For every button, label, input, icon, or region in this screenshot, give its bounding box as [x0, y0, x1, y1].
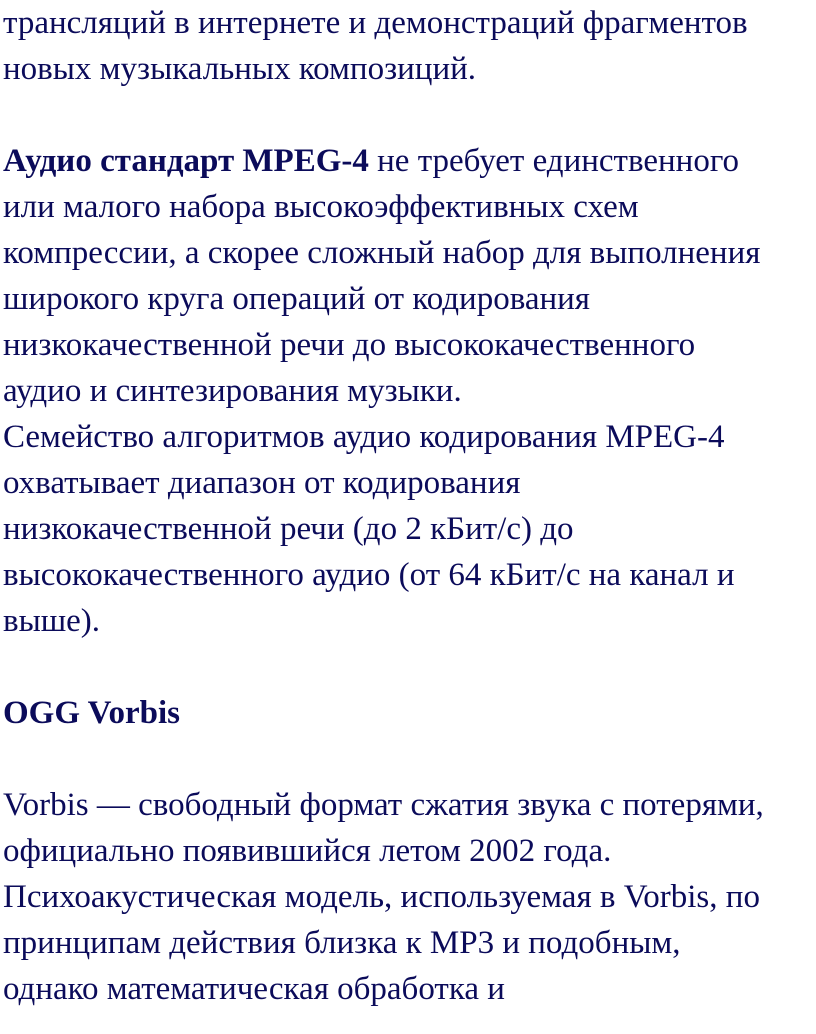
text-line: или малого набора высокоэффективных схем: [3, 189, 639, 225]
text-line: широкого круга операций от кодирования: [3, 281, 590, 317]
text-line: официально появившийся летом 2002 года.: [3, 833, 612, 869]
text-line: низкокачественной речи (до 2 кБит/с) до: [3, 511, 574, 547]
text-line: компрессии, а скорее сложный набор для выполнения: [3, 235, 761, 271]
mpeg4-heading: Аудио стандарт MPEG-4: [3, 143, 369, 179]
text-line: высококачественного аудио (от 64 кБит/с на канал и: [3, 557, 735, 593]
ogg-heading: OGG Vorbis: [3, 695, 180, 731]
text-line: низкокачественной речи до высококачественного: [3, 327, 696, 363]
text-line: охватывает диапазон от кодирования: [3, 465, 521, 501]
ogg-paragraph: [3, 782, 812, 1012]
text-line: Vorbis — свободный формат сжатия звука с потерями,: [3, 787, 764, 823]
text-line: выше).: [3, 603, 101, 639]
text-line: однако математическая обработка и: [3, 971, 505, 1007]
mpeg4-lead-text: не требует единственного: [368, 143, 740, 179]
text-line: Психоакустическая модель, используемая в Vorbis, по: [3, 879, 760, 915]
text-line: новых музыкальных композиций.: [3, 51, 477, 87]
mpeg4-paragraph: [3, 138, 812, 644]
text-line: аудио и синтезирования музыки.: [3, 373, 462, 409]
text-line: Семейство алгоритмов аудио кодирования MPEG-4: [3, 419, 725, 455]
text-line: трансляций в интернете и демонстраций фрагментов: [3, 5, 748, 41]
text-line: принципам действия близка к MP3 и подобным,: [3, 925, 681, 961]
text-line: [3, 138, 812, 184]
intro-paragraph: [3, 0, 812, 92]
